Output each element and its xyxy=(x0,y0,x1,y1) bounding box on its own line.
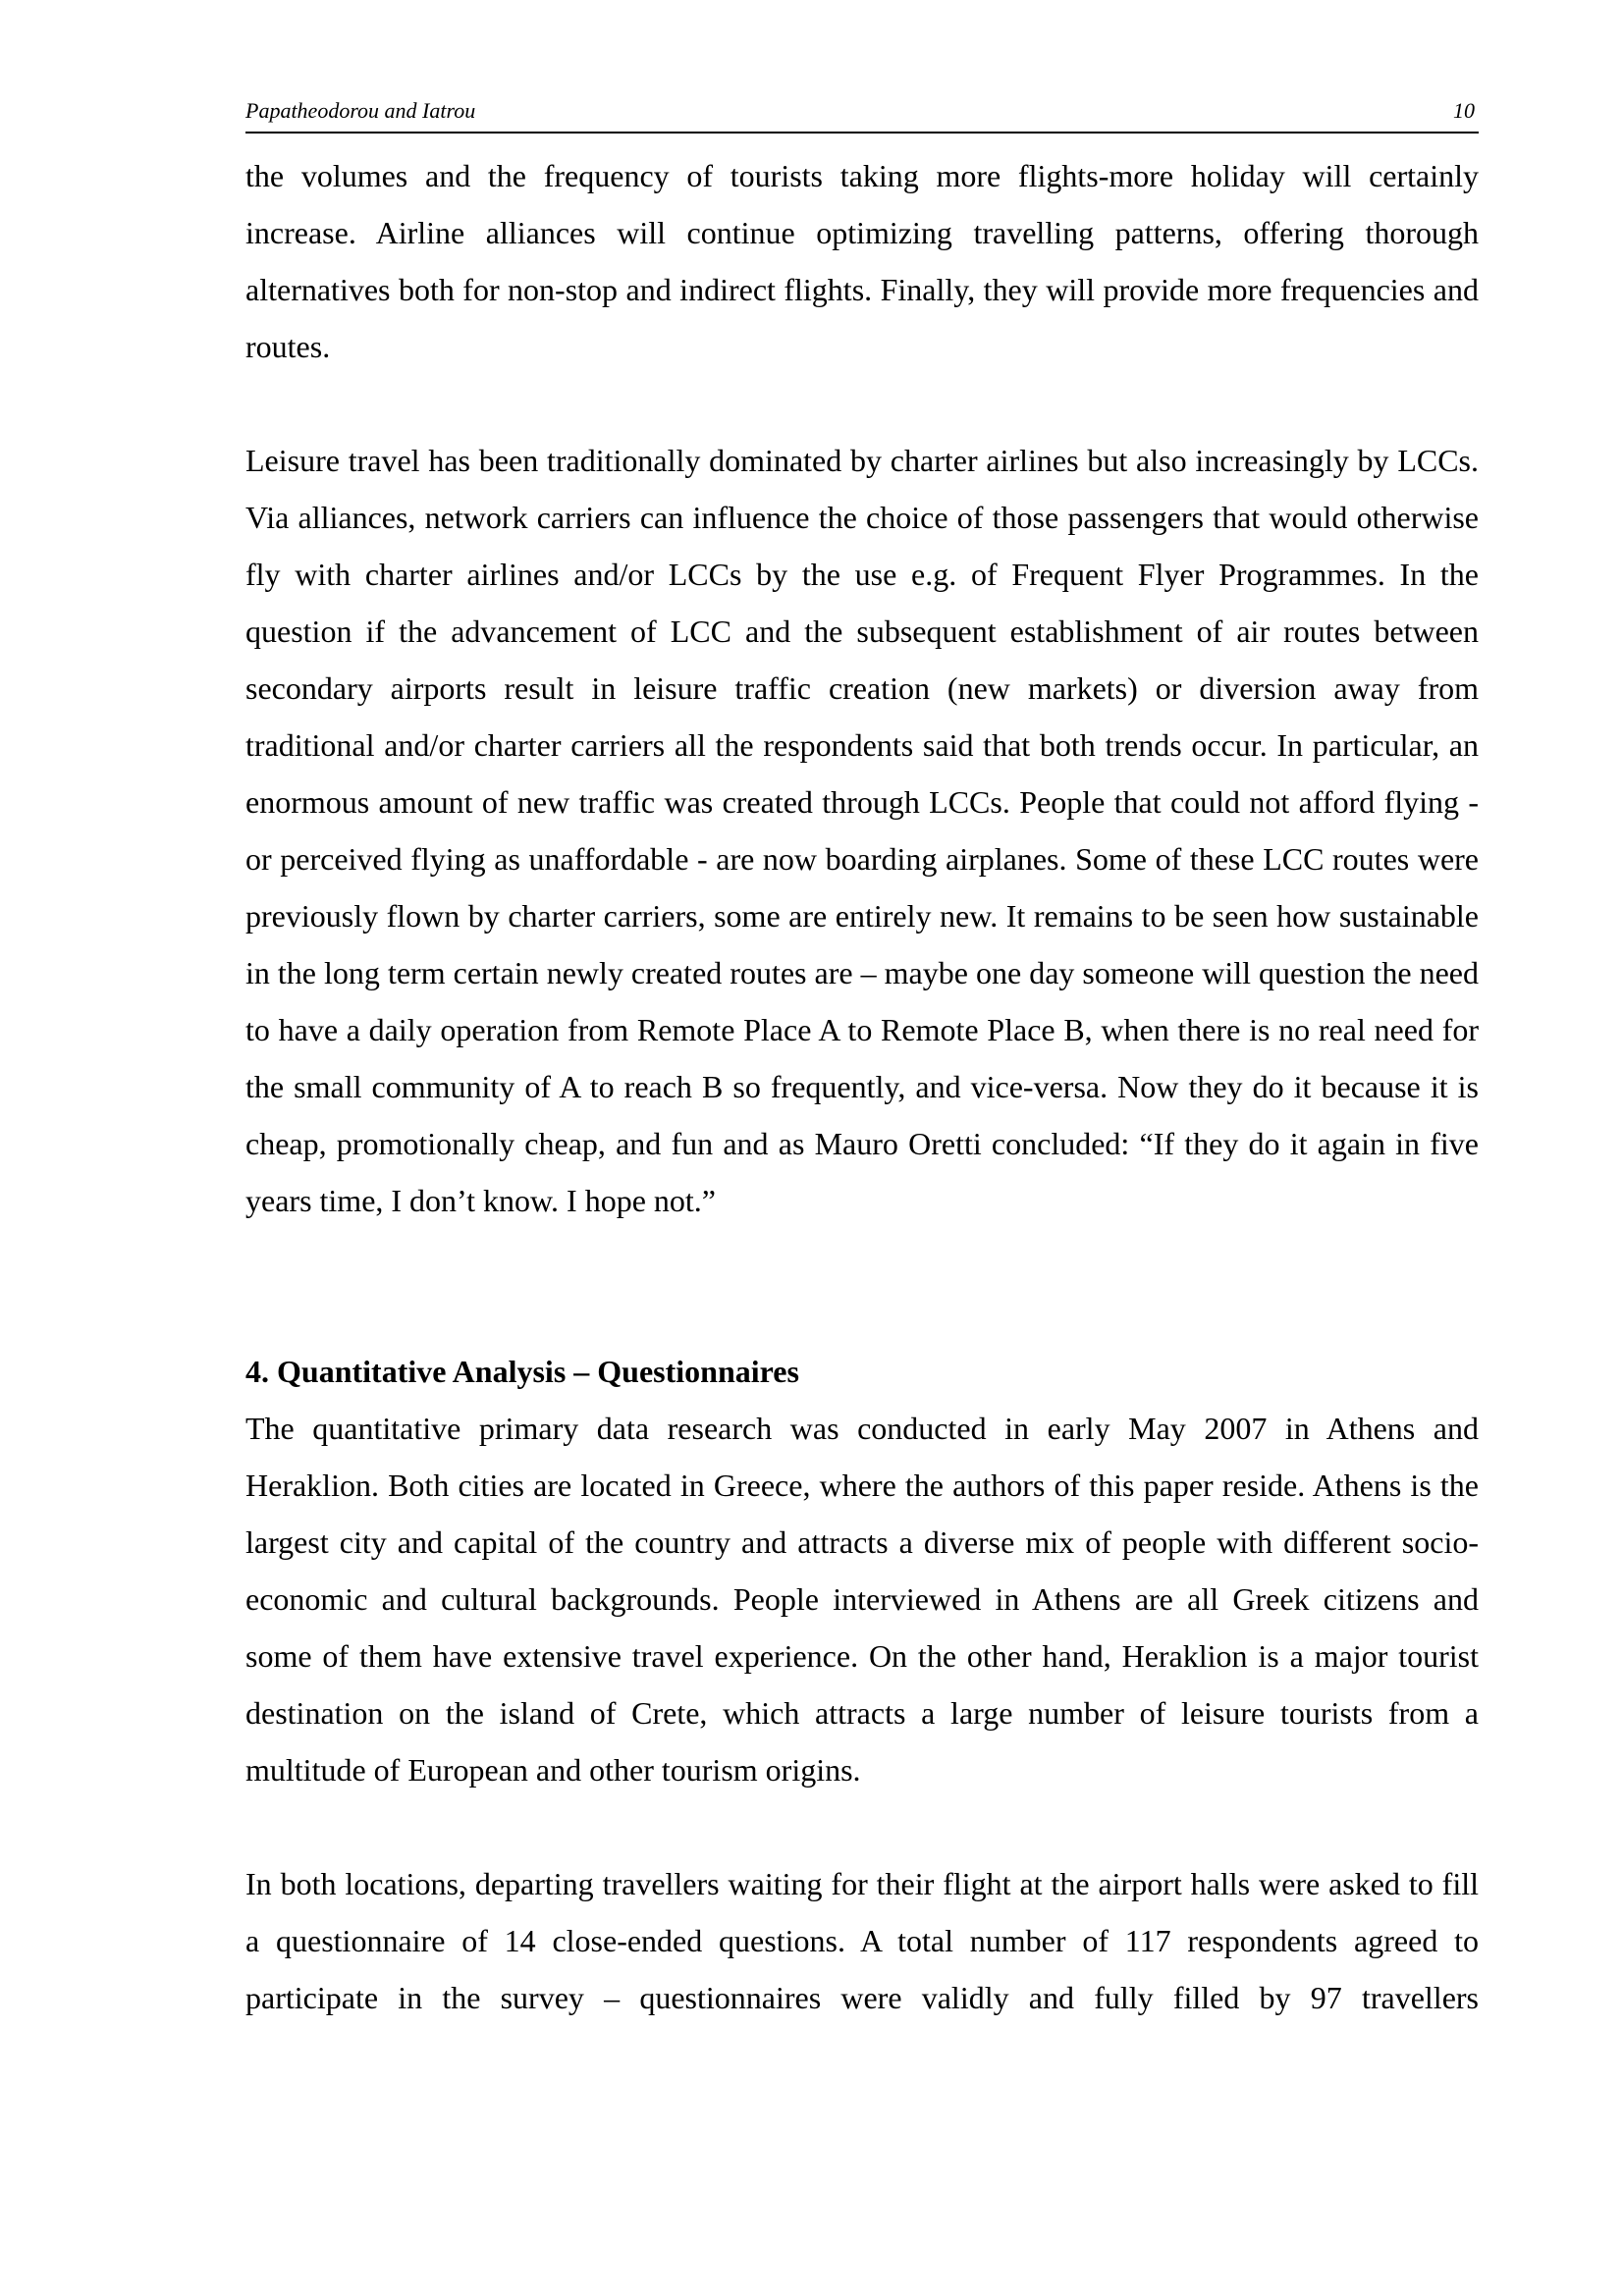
body-text xyxy=(245,147,1479,2026)
paragraph-survey-locations: In both locations, departing travellers waiting for their flight at the airport halls were asked to fill a questionnaire of 14 close-ended questions. A total number of 117 respondents agreed to participate in the survey – questionnaires were validly and fully filled by 97 travellers xyxy=(245,1866,1479,2015)
paragraph-leisure-travel: Leisure travel has been traditionally dominated by charter airlines but also increasingly by LCCs. Via alliances, network carriers can influence the choice of those passengers that would otherwise fly with charter airlines and/or LCCs by the use e.g. of Frequent Flyer Programmes. In the question if the advancement of LCC and the subsequent establishment of air routes between secondary airports result in leisure traffic creation (new markets) or diversion away from traditional and/or charter carriers all the respondents said that both trends occur. In particular, an enormous amount of new traffic was created through LCCs. People that could not afford flying - or perceived flying as unaffordable - are now boarding airplanes. Some of these LCC routes were previously flown by charter carriers, some are entirely new. It remains to be seen how sustainable in the long term certain newly created routes are – maybe one day someone will question the need to have a daily operation from Remote Place A to Remote Place B, when there is no real need for the small community of A to reach B so frequently, and vice-versa. Now they do it because it is cheap, promotionally cheap, and fun and as Mauro Oretti concluded: “If they do it again in five years time, I don’t know. I hope not.” xyxy=(245,443,1479,1218)
section-spacer xyxy=(245,1229,1479,1343)
header-authors: Papatheodorou and Iatrou xyxy=(245,98,476,123)
section-heading: 4. Quantitative Analysis – Questionnaires xyxy=(245,1354,799,1389)
paragraph-spacer xyxy=(245,1798,1479,1855)
paragraph-continued: the volumes and the frequency of tourists taking more flights-more holiday will certainly increase. Airline alliances will continue optimizing travelling patterns, offering thorough alternatives both for non-stop and indirect flights. Finally, they will provide more frequencies and routes. xyxy=(245,158,1479,364)
paragraph-quantitative-research: The quantitative primary data research was conducted in early May 2007 in Athens and Heraklion. Both cities are located in Greece, where the authors of this paper reside. Athens is the largest city and capital of the country and attracts a diverse mix of people with different socio-economic and cultural backgrounds. People interviewed in Athens are all Greek citizens and some of them have extensive travel experience. On the other hand, Heraklion is a major tourist destination on the island of Crete, which attracts a large number of leisure tourists from a multitude of European and other tourism origins. xyxy=(245,1411,1479,1788)
paragraph-spacer xyxy=(245,375,1479,432)
running-header xyxy=(245,96,1479,133)
page-number: 10 xyxy=(1453,98,1475,123)
